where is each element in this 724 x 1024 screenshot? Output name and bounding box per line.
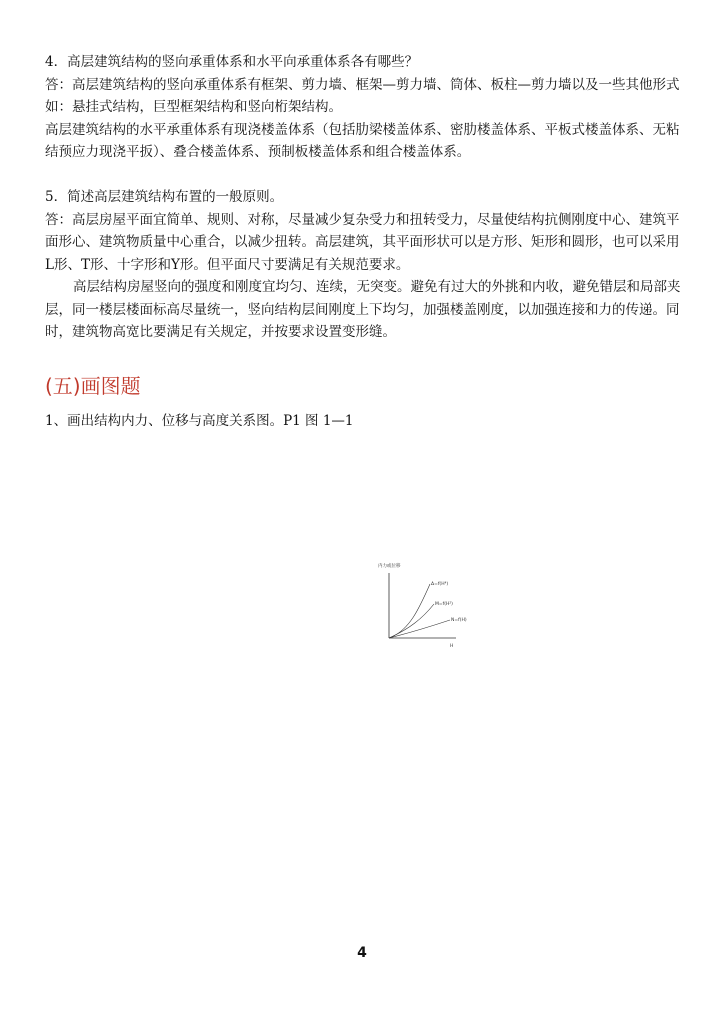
figure-curve-label: M=f(H²)	[435, 602, 453, 607]
question-4-block	[45, 51, 685, 164]
figure-y-axis-label: 内力或位移	[378, 564, 401, 569]
question-5-text: 5．简述高层建筑结构布置的一般原则。	[45, 189, 284, 205]
drawing-question-title: 1、画出结构内力、位移与高度关系图。P1 图 1—1	[45, 413, 354, 429]
figure-curve-displacement	[389, 584, 430, 638]
answer-4-paragraph-2: 高层建筑结构的水平承重体系有现浇楼盖体系（包括肋梁楼盖体系、密肋楼盖体系、平板式楼盖体系、无粘结预应力现浇平扳）、叠合楼盖体系、预制板楼盖体系和组合楼盖体系。	[45, 121, 680, 160]
figure-curve-moment	[389, 604, 434, 638]
figure-curve-axial	[389, 620, 450, 638]
figure-svg	[374, 559, 474, 651]
page-number: 4	[357, 945, 367, 961]
figure-curve-label: Δ=f(H⁴)	[431, 582, 449, 587]
question-5-block	[45, 186, 685, 344]
question-4-text: 4．高层建筑结构的竖向承重体系和水平向承重体系各有哪些？	[45, 54, 419, 70]
answer-4-paragraph-1: 答：高层建筑结构的竖向承重体系有框架、剪力墙、框架—剪力墙、筒体、板柱—剪力墙以及一些其他形式如：悬挂式结构，巨型框架结构和竖向桁架结构。	[45, 76, 680, 115]
answer-5-paragraph-2: 高层结构房屋竖向的强度和刚度宜均匀、连续，无突变。避免有过大的外挑和内收，避免错层和局部夹层，同一楼层楼面标高尽量统一，竖向结构层间刚度上下均匀，加强楼盖刚度，以加强连接和力的传递。同时，建筑物高宽比要满足有关规定，并按要求设置变形缝。	[45, 279, 681, 340]
force-displacement-height-figure	[374, 559, 474, 651]
section-heading: (五)画图题	[45, 374, 141, 398]
figure-curve-label: N=f(H)	[451, 618, 467, 623]
answer-5-paragraph-1: 答：高层房屋平面宜简单、规则、对称，尽量减少复杂受力和扭转受力，尽量使结构抗侧刚度中心、建筑平面形心、建筑物质量中心重合，以减少扭转。高层建筑，其平面形状可以是方形、矩形和圆形，也可以采用L形、T形、十字形和Y形。但平面尺寸要满足有关规范要求。	[45, 211, 680, 273]
figure-x-axis-label: H	[450, 644, 454, 649]
